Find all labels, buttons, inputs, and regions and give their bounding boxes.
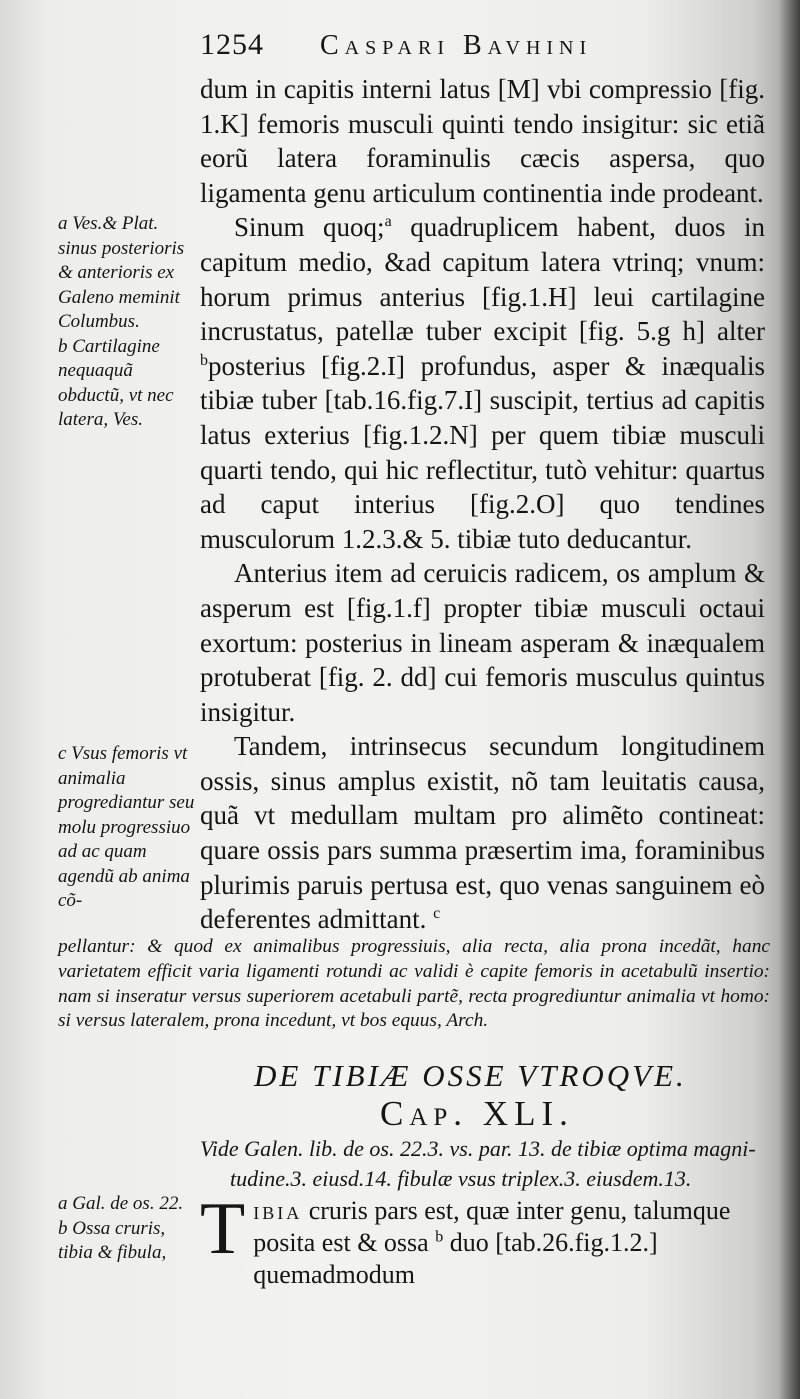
running-title: Caspari Bavhini [320,30,593,61]
paragraph-2-start: Sinum quoq; [234,212,385,243]
see-also-line-1: Vide Galen. lib. de os. 22.3. vs. par. 13. de tibiæ optima magni- [200,1136,756,1161]
page-edge-shadow [778,0,800,1399]
see-also-reference [200,1134,775,1194]
main-text [200,72,765,937]
side-note-d2: b Ossa cruris, tibia & fibula, [58,1217,167,1263]
paragraph-1: dum in capitis interni latus [M] vbi compressio [fig. 1.K] femoris musculi quinti tendo insigitur: sic etiã eorũ latera foraminulis cæcis aspersa, quo ligamenta genu articulum continentia inde prodeant. [200,74,765,208]
footnote-marker-b: b [200,351,208,369]
see-also-line-2: tudine.3. eiusd.14. fibulæ vsus triplex.3. eiusdem.13. [230,1166,692,1191]
page-number: 1254 [200,28,264,61]
paragraph-2-end: posterius [fig.2.I] profundus, asper & inæqualis tibiæ tuber [tab.16.fig.7.I] suscipit, tertius ad capitis latus exterius [fig.1.2.N] per quem tibiæ musculi quarti tendo, qui hic reflectitur, tutò vehitur: quartus ad caput interius [fig.2.O] quo tendines musculorum 1.2.3.& 5. tibiæ tuto deducantur. [200,350,765,554]
chapter-title: DE TIBIÆ OSSE VTROQVE. [254,1058,687,1093]
continued-note: pellantur: & quod ex animalibus progressiuis, alia recta, alia prona incedãt, hanc varietatem efficit varia ligamenti rotundi ac validi è capite femoris in acetabulũ insertio: nam si inseratur versus superiorem acetabuli partẽ, recta progrediuntur animalia vt homo: si versus lateralem, prona incedunt, vt bos equus, Arch. [58,936,770,1032]
paragraph-2-mid: quadruplicem habent, duos in capitum medio, &ad capitum latera vtrinq; vnum: horum primus anterius [fig.1.H] leui cartilagine incrustatus, patellæ tuber excipit [fig. 5.g h] alter [200,212,765,347]
footnote-marker-a: a [384,213,392,231]
opening-word: ibia [253,1196,303,1225]
side-note-d [58,1192,198,1266]
tibia-paragraph [200,1188,780,1291]
tibia-text-2: duo [tab.26.fig.1.2.] quemadmodum [253,1228,658,1289]
page-header [200,28,780,66]
side-note-d1: a Gal. de os. 22. [58,1193,184,1214]
drop-cap: T [200,1188,246,1270]
side-note-c: c Vsus femoris vt animalia progrediantur seu molu progressiuo ad ac quam agendũ ab anima cõ- [58,743,195,911]
chapter-number: Cap. XLI. [380,1094,574,1133]
paragraph-3: Anterius item ad ceruicis radicem, os amplum & asperum est [fig.1.f] propter tibiæ musculi octaui exortum: posterius in lineam asperam & inæqualem protuberat [fig. 2. dd] cui femoris musculus quintus insigitur. [200,558,765,727]
side-note-b: b Cartilagine nequaquã obductũ, vt nec latera, Ves. [58,335,174,430]
footnote-marker-b2: b [435,1228,444,1246]
paragraph-4-text: Tandem, intrinsecus secundum longitudinem ossis, sinus amplus existit, nõ tam leuitatis causa, quã vt medullam multam pro alimẽto contineat: quare ossis pars summa præsertim ima, foraminibus plurimis paruis pertusa est, quo venas sanguinem eò deferentes admittant. [200,731,765,935]
side-note-a: a Ves.& Plat. sinus posterioris & anterioris ex Galeno meminit Columbus. [58,213,185,332]
side-note-ab [58,212,198,433]
footnote-marker-c: c [433,905,441,923]
tibia-text-1: cruris pars est, quæ inter genu, talumque posita est & ossa [253,1196,731,1257]
paragraph-2 [200,210,765,556]
paragraph-4 [200,729,765,937]
